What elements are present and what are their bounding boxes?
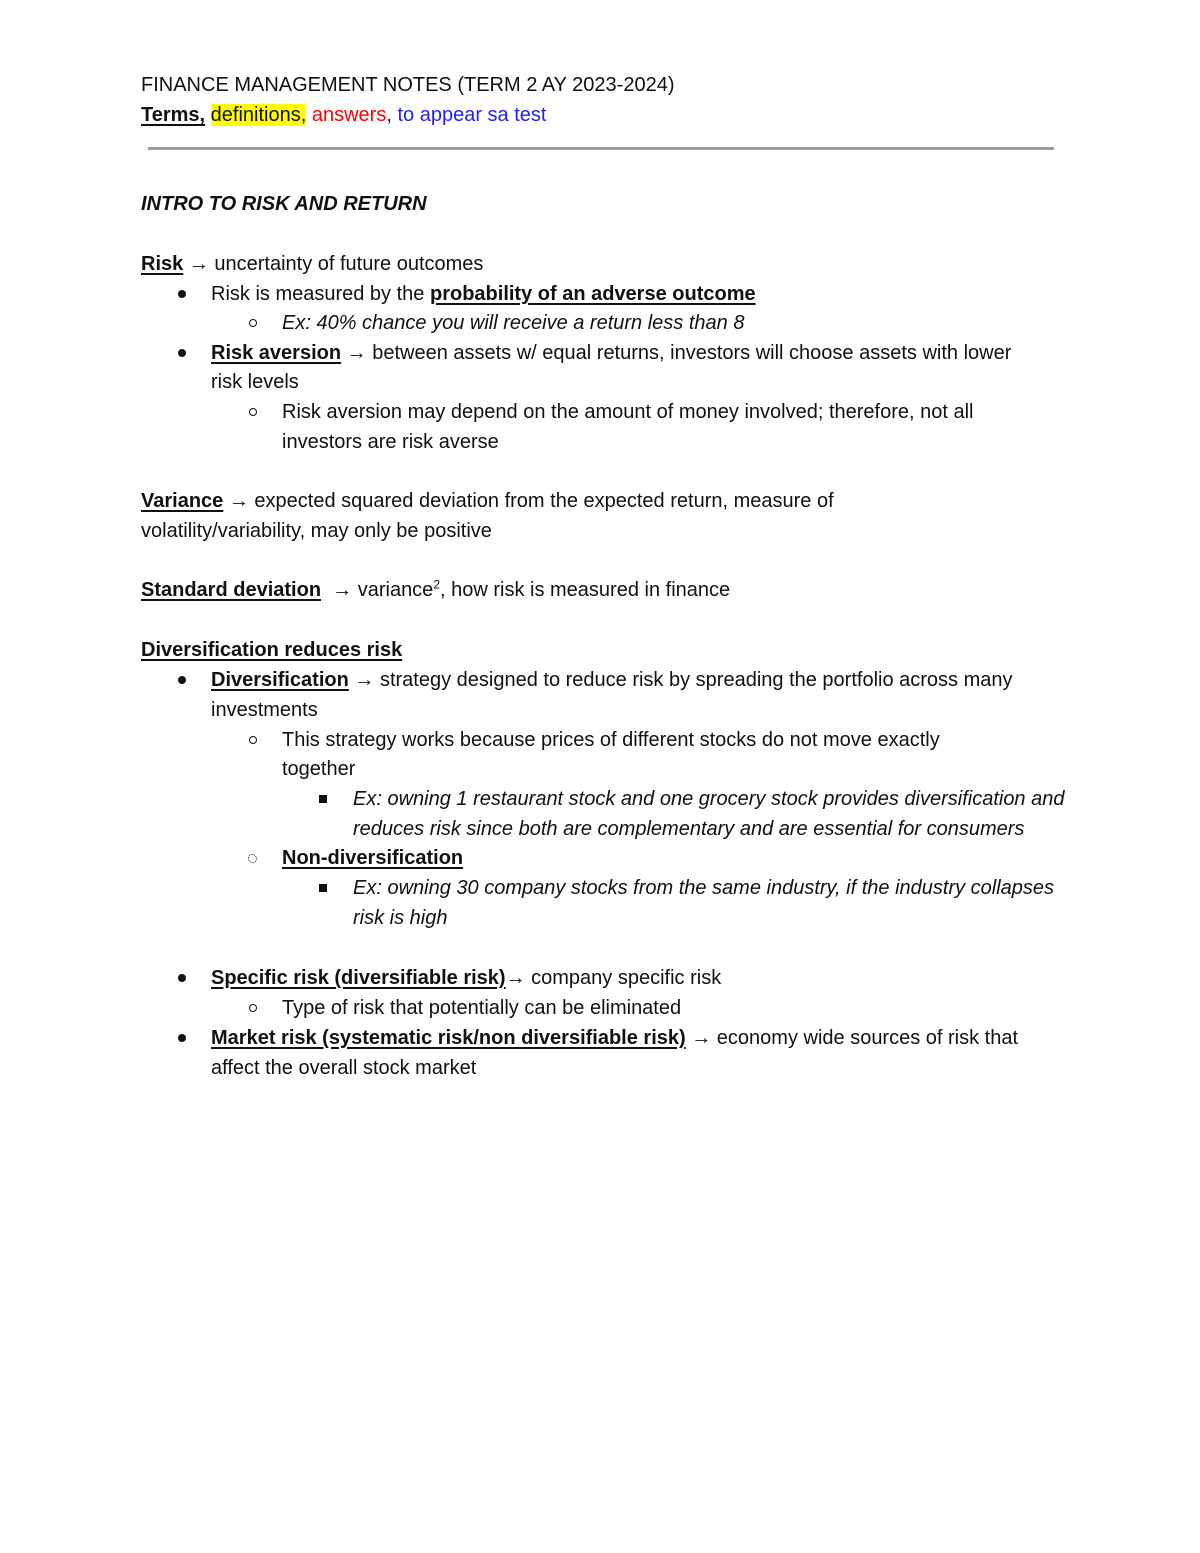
legend-definitions: definitions, [210, 104, 307, 126]
variance-def-1: → expected squared deviation from the expected return, measure of [228, 490, 834, 512]
color-legend [141, 103, 546, 127]
specific-risk-def: → company specific risk [505, 967, 722, 989]
risk-def: → uncertainty of future outcomes [188, 253, 484, 275]
diversification-example-1: Ex: owning 1 restaurant stock and one grocery stock provides diversification and [353, 788, 1065, 810]
market-risk-def-1: → economy wide sources of risk that [691, 1027, 1019, 1049]
hollow-bullet-icon [249, 408, 257, 416]
risk-aversion-sub-1: Risk aversion may depend on the amount of money involved; therefore, not all [282, 401, 974, 423]
specific-risk-term: Specific risk (diversifiable risk) [211, 967, 506, 989]
diversification-def-2: investments [211, 699, 318, 721]
legend-terms: Terms, [141, 104, 206, 126]
specific-risk-line [211, 966, 721, 990]
bullet-icon [178, 349, 186, 357]
non-diversification-example-2: risk is high [353, 907, 448, 929]
risk-aversion-def-1: → between assets w/ equal returns, investors will choose assets with lower [346, 342, 1012, 364]
hollow-bullet-icon [249, 319, 257, 327]
bullet-icon [178, 1034, 186, 1042]
stdev-term: Standard deviation [141, 579, 322, 601]
variance-def-2: volatility/variability, may only be positive [141, 520, 492, 542]
legend-appear: to appear sa test [397, 104, 547, 126]
market-risk-term: Market risk (systematic risk/non diversifiable risk) [211, 1027, 686, 1049]
document-title [141, 73, 674, 97]
stdev-definition [141, 578, 730, 602]
non-diversification-term: Non-diversification [282, 847, 464, 869]
risk-aversion-term: Risk aversion [211, 342, 342, 364]
hollow-bullet-icon [249, 1004, 257, 1012]
stdev-def-pre: → variance [332, 579, 434, 601]
market-risk-def-2: affect the overall stock market [211, 1057, 477, 1079]
diversification-sub-1: This strategy works because prices of different stocks do not move exactly [282, 729, 940, 751]
stdev-sup: 2 [433, 577, 440, 592]
horizontal-rule [148, 147, 1054, 150]
legend-comma: , [386, 104, 392, 126]
specific-risk-sub: Type of risk that potentially can be eliminated [282, 997, 682, 1019]
risk-aversion-line-1 [211, 341, 1011, 365]
square-bullet-icon [319, 884, 327, 892]
diversification-example-2: reduces risk since both are complementary and are essential for consumers [353, 818, 1025, 840]
dotted-bullet-icon [248, 854, 257, 863]
section-title: INTRO TO RISK AND RETURN [141, 193, 427, 215]
diversification-term: Diversification [211, 669, 349, 691]
stdev-def-post: , how risk is measured in finance [440, 579, 731, 601]
diversification-heading: Diversification reduces risk [141, 639, 403, 661]
risk-bullet-1 [211, 282, 756, 306]
risk-aversion-sub-2: investors are risk averse [282, 431, 499, 453]
bullet-icon [178, 290, 186, 298]
title-text: FINANCE MANAGEMENT NOTES (TERM 2 AY 2023-2024) [141, 74, 675, 96]
variance-term: Variance [141, 490, 224, 512]
square-bullet-icon [319, 795, 327, 803]
diversification-line-1 [211, 668, 1013, 692]
diversification-def-1: → strategy designed to reduce risk by spreading the portfolio across many [354, 669, 1013, 691]
risk-aversion-line-2: risk levels [211, 371, 299, 393]
bullet-icon [178, 974, 186, 982]
market-risk-line-1 [211, 1026, 1018, 1050]
risk-term: Risk [141, 253, 184, 275]
risk-definition [141, 252, 483, 276]
variance-definition [141, 489, 834, 513]
hollow-bullet-icon [249, 736, 257, 744]
bullet-icon [178, 676, 186, 684]
legend-answers: answers [311, 104, 387, 126]
risk-example: Ex: 40% chance you will receive a return less than 8 [282, 312, 745, 334]
diversification-sub-2: together [282, 758, 356, 780]
non-diversification-example-1: Ex: owning 30 company stocks from the same industry, if the industry collapses [353, 877, 1055, 899]
risk-b1-pre: Risk is measured by the [211, 283, 425, 305]
risk-b1-term: probability of an adverse outcome [429, 283, 756, 305]
